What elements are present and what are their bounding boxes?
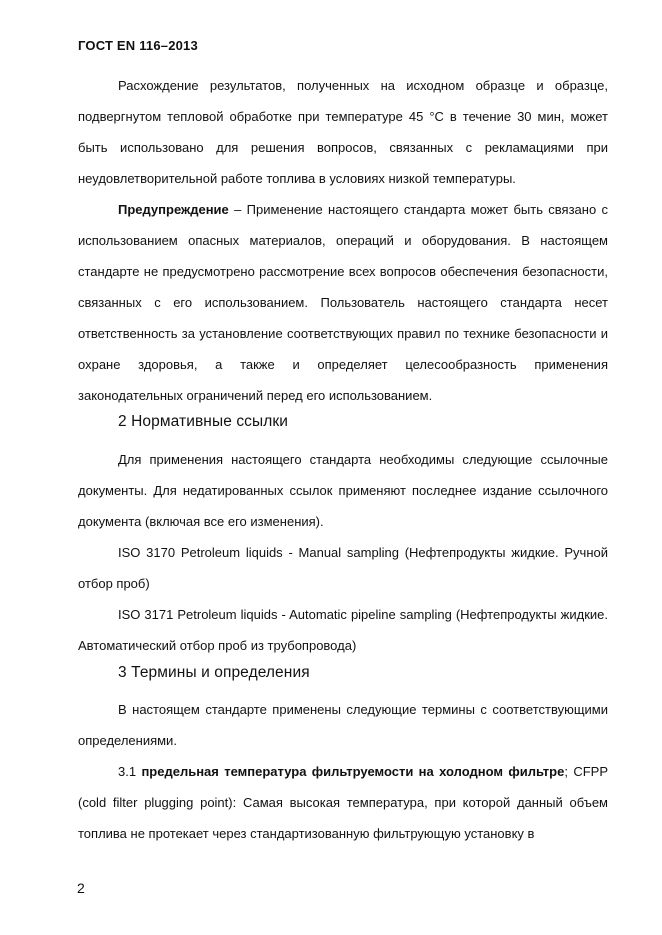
warning-label: Предупреждение (118, 202, 229, 217)
warning-paragraph (78, 194, 608, 411)
warning-text: – Применение настоящего стандарта может быть связано с использованием опасных материалов, операций и оборудования. В настоящем стандарте не предусмотрено рассмотрение всех вопросов обеспечения безопасности, связанных с его использованием. Пользователь настоящего стандарта несет ответственность за установление соответствующих правил по технике безопасности и охране здоровья, а также и определяет целесообразность применения законодательных ограничений перед его использованием. (78, 202, 608, 403)
intro-paragraph: Расхождение результатов, полученных на исходном образце и образце, подвергнутом тепловой обработке при температуре 45 °С в течение 30 мин, может быть использовано для решения вопросов, связанных с рекламациями при неудовлетворительной работе топлива в условиях низкой температуры. (78, 78, 608, 186)
section-3-heading: 3 Термины и определения (118, 664, 310, 681)
reference-iso-3171: ISO 3171 Petroleum liquids - Automatic pipeline sampling (Нефтепродукты жидкие. Автоматический отбор проб из трубопровода) (78, 607, 608, 653)
reference-iso-3170: ISO 3170 Petroleum liquids - Manual sampling (Нефтепродукты жидкие. Ручной отбор проб) (78, 545, 608, 591)
section-2-heading: 2 Нормативные ссылки (118, 413, 289, 430)
term-number: 3.1 (118, 764, 142, 779)
section-2-body (78, 444, 608, 661)
intro-block (78, 70, 608, 411)
terms-intro-paragraph: В настоящем стандарте применены следующие термины с соответствующими определениями. (78, 702, 608, 748)
term-name: предельная температура фильтруемости на холодном фильтре (141, 764, 565, 779)
section-3-body (78, 694, 608, 849)
standard-header: ГОСТ EN 116–2013 (78, 38, 198, 53)
references-intro-paragraph: Для применения настоящего стандарта необходимы следующие ссылочные документы. Для недатированных ссылок применяют последнее издание ссылочного документа (включая все его изменения). (78, 452, 608, 529)
term-definition-text: ; CFPP (cold filter plugging point): Самая высокая температура, при которой данный объем топлива не протекает через стандартизованную фильтрующую установку в (78, 764, 608, 841)
page-number: 2 (77, 880, 85, 896)
term-definition-3-1 (78, 756, 608, 849)
